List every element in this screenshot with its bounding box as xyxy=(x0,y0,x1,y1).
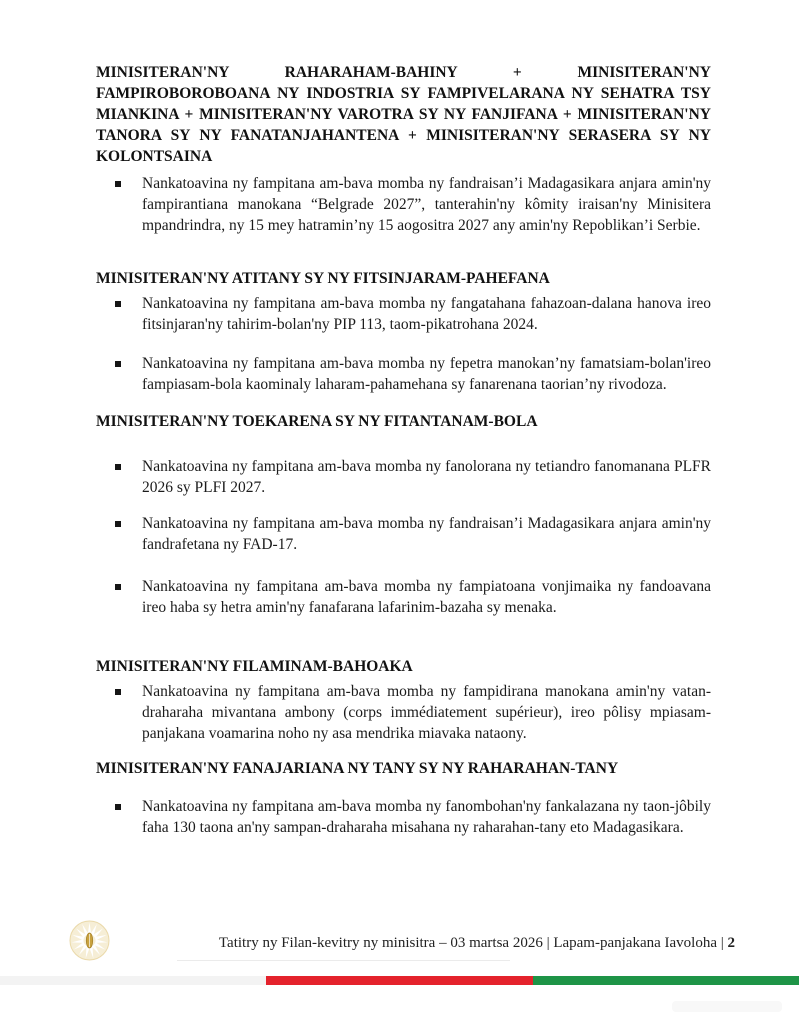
madagascar-flag-bar xyxy=(0,976,799,985)
section-title-land-planning: MINISITERAN'NY FANAJARIANA NY TANY SY NY RAHARAHAN-TANY xyxy=(96,760,619,777)
bullet-square-icon xyxy=(115,584,121,590)
footer-divider xyxy=(177,960,510,961)
document-body xyxy=(96,62,711,838)
bullet-square-icon xyxy=(115,689,121,695)
list-item xyxy=(96,173,711,236)
list-item xyxy=(96,681,711,744)
bullet-square-icon xyxy=(115,804,121,810)
watermark-smudge xyxy=(672,1001,782,1012)
bullet-text: Nankatoavina ny fampitana am-bava momba ny fanombohan'ny fankalazana ny taon-jôbily faha 130 taona an'ny sampan-draharaha misahana ny raharahan-tany eto Madagasikara. xyxy=(142,798,711,836)
list-item xyxy=(96,576,711,618)
bullet-text: Nankatoavina ny fampitana am-bava momba ny fampiatoana vonjimaika ny fandoavana ireo haba sy hetra amin'ny fanafarana lafarinim-bazaha sy menaka. xyxy=(142,578,711,616)
bullet-square-icon xyxy=(115,181,121,187)
flag-white-segment xyxy=(0,976,266,985)
bullet-text: Nankatoavina ny fampitana am-bava momba ny fangatahana fahazoan-dalana hanova ireo fitsinjaran'ny tahirim-bolan'ny PIP 113, taom-pikatrohana 2024. xyxy=(142,295,711,333)
list-item xyxy=(96,353,711,395)
bullet-square-icon xyxy=(115,361,121,367)
page-number: 2 xyxy=(727,935,735,951)
list-item xyxy=(96,513,711,555)
footer-text: Tatitry ny Filan-kevitry ny minisitra – 03 martsa 2026 | Lapam-panjakana Iavoloha | xyxy=(218,935,724,951)
flag-green-segment xyxy=(533,976,799,985)
bullet-text: Nankatoavina ny fampitana am-bava momba ny fepetra manokan’ny famatsiam-bolan'ireo fampiasam-bola kaominaly laharam-pahamehana sy fanarenana taorian’ny rivodoza. xyxy=(142,355,711,393)
section-title-foreign-affairs: MINISITERAN'NY RAHARAHAM-BAHINY + MINISITERAN'NY FAMPIROBOROBOANA NY INDOSTRIA SY FAMPIVELARANA NY SEHATRA TSY MIANKINA + MINISITERAN'NY VAROTRA SY NY FANJIFANA + MINISITERAN'NY TANORA SY NY FANATANJAHANTENA + MINISITERAN'NY SERASERA SY NY KOLONTSAINA xyxy=(96,64,711,165)
list-item xyxy=(96,456,711,498)
bullet-square-icon xyxy=(115,301,121,307)
section-title-economy-finance: MINISITERAN'NY TOEKARENA SY NY FITANTANAM-BOLA xyxy=(96,413,538,430)
bullet-text: Nankatoavina ny fampitana am-bava momba ny fampidirana manokana amin'ny vatan-draharaha mivantana ambony (corps immédiatement supérieur), ireo pôlisy mpiasam-panjakana voamarina noho ny asa mendrika miavaka nataony. xyxy=(142,683,711,742)
list-item xyxy=(96,796,711,838)
bullet-square-icon xyxy=(115,464,121,470)
section-title-interior: MINISITERAN'NY ATITANY SY NY FITSINJARAM-PAHEFANA xyxy=(96,270,550,287)
flag-red-segment xyxy=(266,976,533,985)
section-title-public-security: MINISITERAN'NY FILAMINAM-BAHOAKA xyxy=(96,658,413,675)
bullet-text: Nankatoavina ny fampitana am-bava momba ny fandraisan’i Madagasikara anjara amin'ny fandrafetana ny FAD-17. xyxy=(142,515,711,553)
bullet-text: Nankatoavina ny fampitana am-bava momba ny fandraisan’i Madagasikara anjara amin'ny fampirantiana manokana “Belgrade 2027”, tanterahin'ny kômity iraisan'ny Minisitera mpandrindra, ny 15 mey hatramin’ny 15 aogositra 2027 any amin'ny Repoblikan’i Serbie. xyxy=(142,175,711,234)
footer-caption xyxy=(96,933,735,953)
list-item xyxy=(96,293,711,335)
bullet-square-icon xyxy=(115,521,121,527)
bullet-text: Nankatoavina ny fampitana am-bava momba ny fanolorana ny tetiandro fanomanana PLFR 2026 sy PLFI 2027. xyxy=(142,458,711,496)
